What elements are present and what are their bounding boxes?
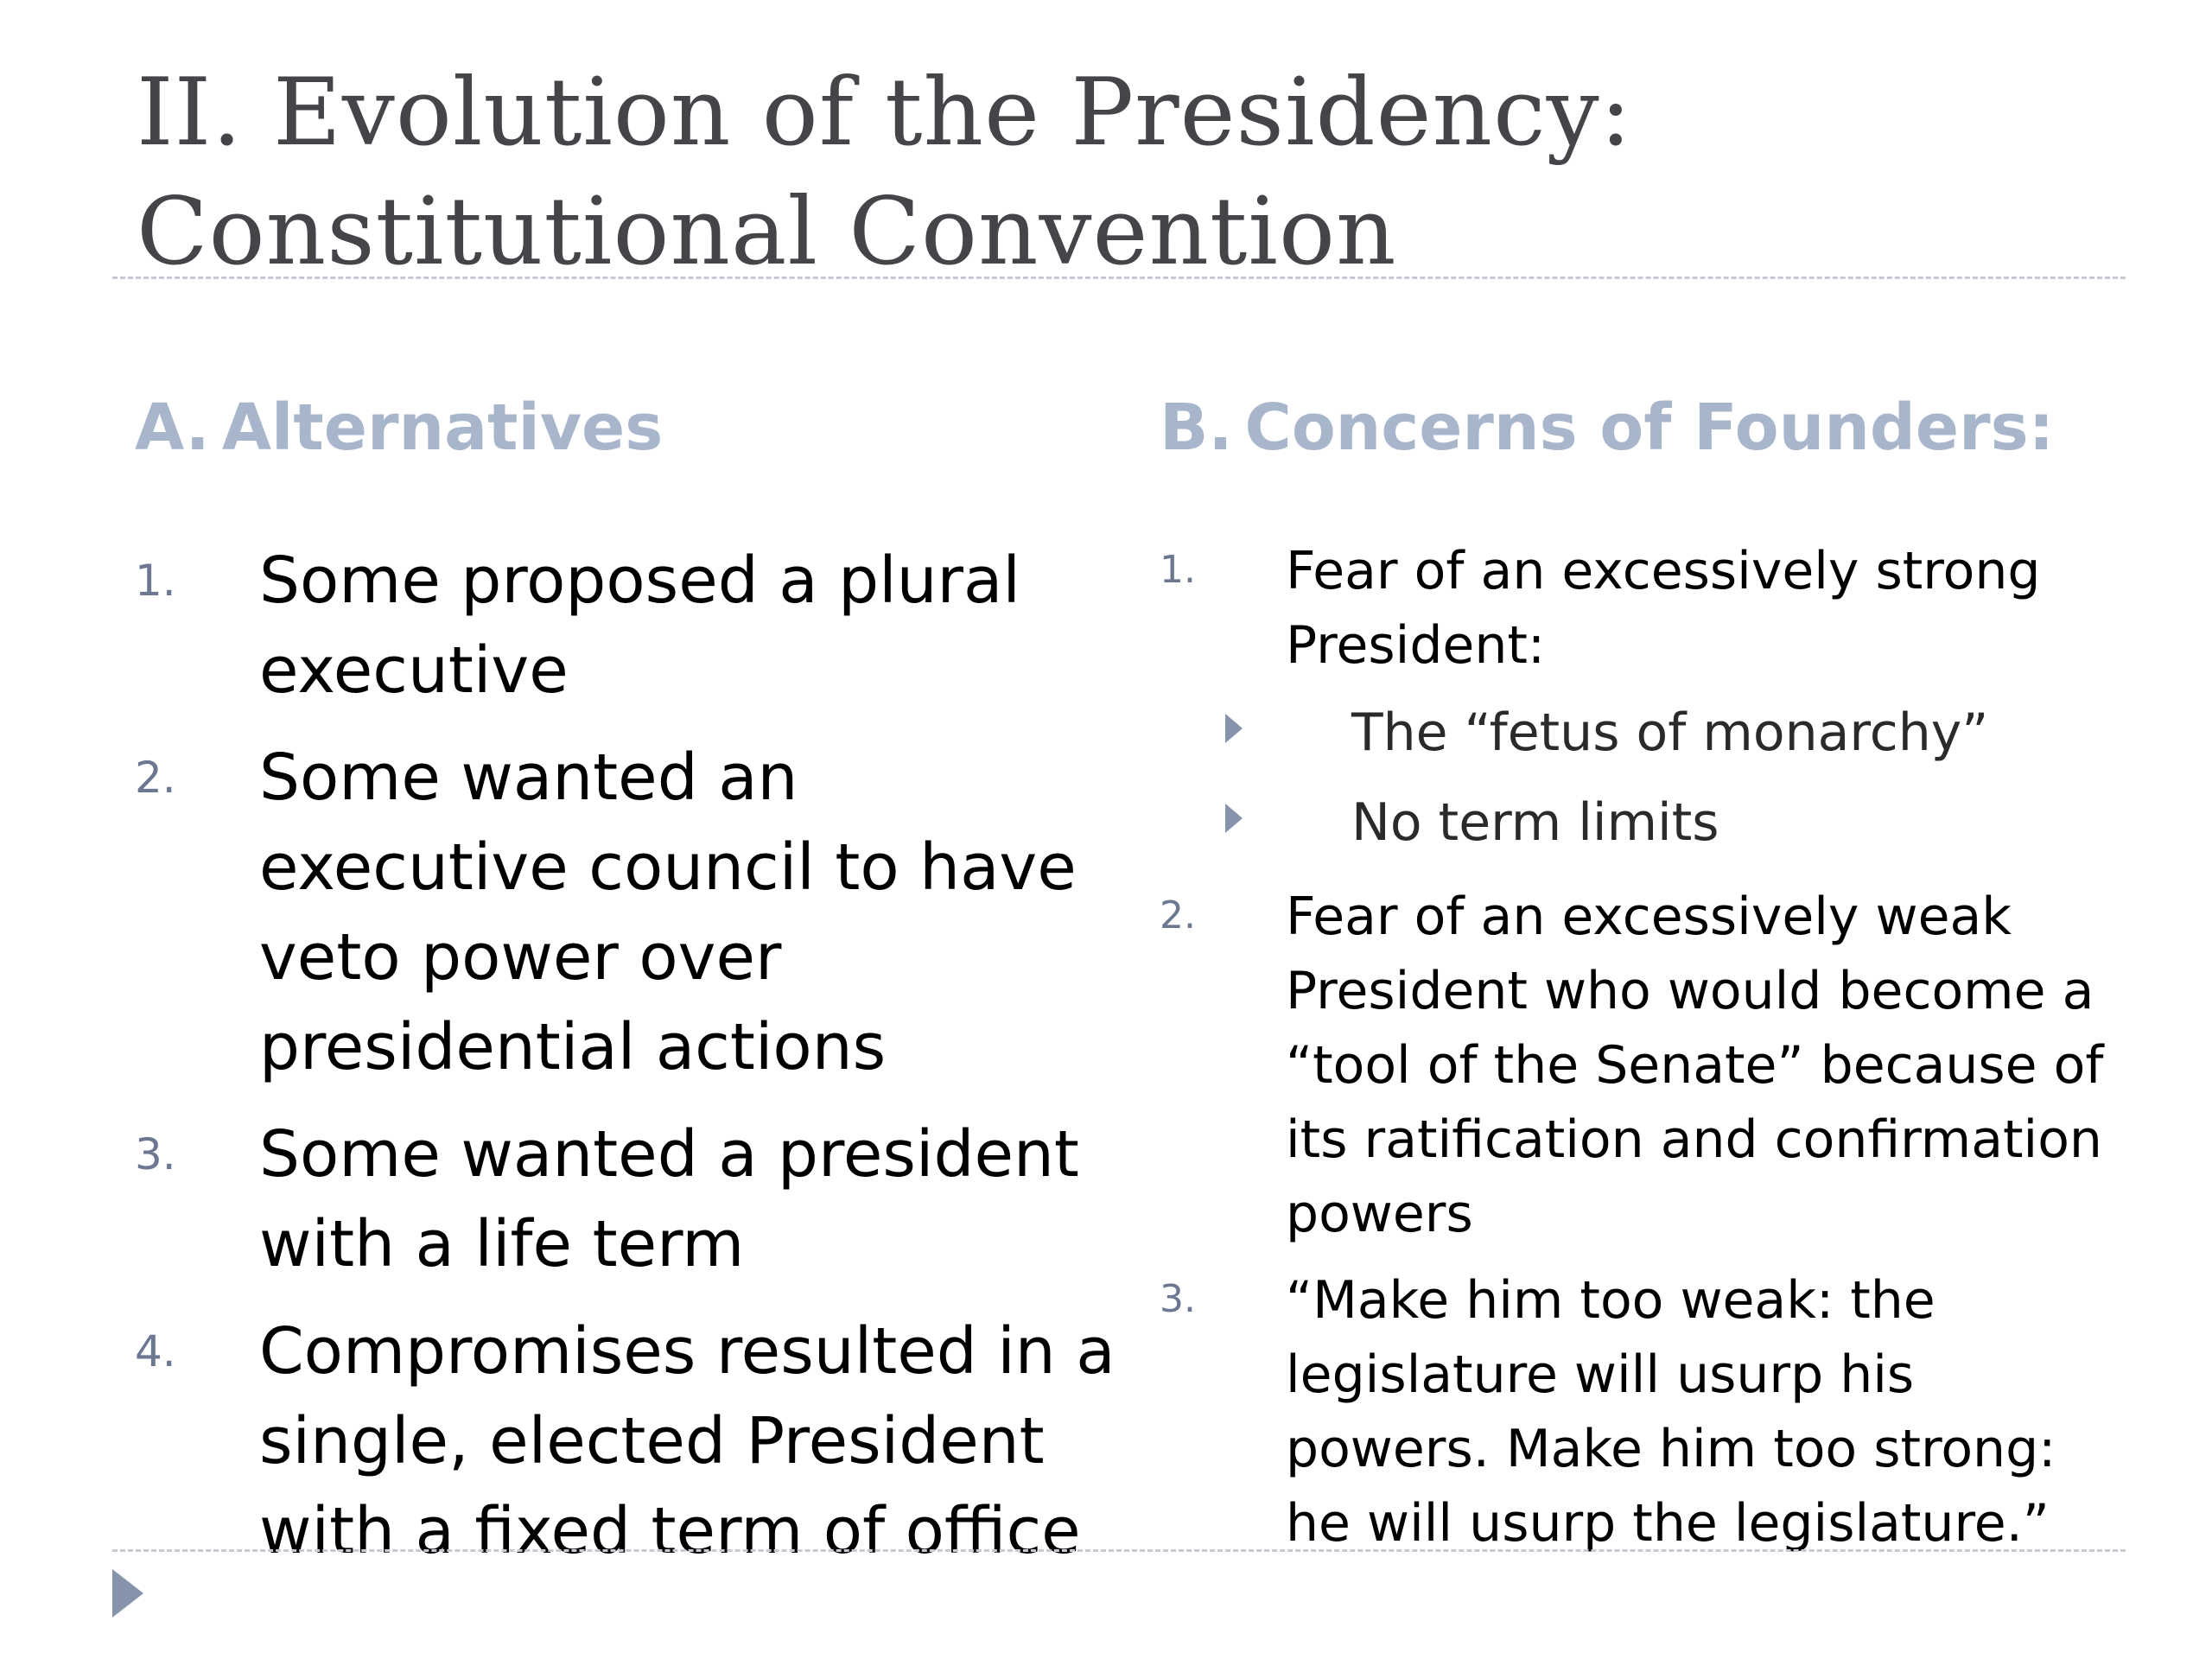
footer-divider xyxy=(112,1549,2126,1552)
slide-title xyxy=(137,54,1632,292)
concern-sublist xyxy=(1160,688,2127,868)
sub-list-item xyxy=(1160,688,2127,778)
item-number: 4. xyxy=(135,1326,176,1376)
item-number: 3. xyxy=(135,1129,176,1179)
list-item xyxy=(1160,1263,2127,1560)
triangle-bullet-icon xyxy=(1225,714,1243,743)
section-heading-alternatives xyxy=(135,389,663,467)
item-text: Compromises resulted in a single, elected President with a fixed term of office xyxy=(259,1314,1116,1568)
item-number: 1. xyxy=(135,556,176,606)
play-arrow-icon[interactable] xyxy=(112,1569,143,1618)
section-heading-text: Concerns of Founders: xyxy=(1244,391,2055,465)
sub-item-text: The “fetus of monarchy” xyxy=(1351,702,1989,763)
slide-title-line-2: Constitutional Convention xyxy=(137,178,1397,286)
item-text: Fear of an excessively strong President: xyxy=(1286,541,2041,676)
item-number: 1. xyxy=(1160,548,1196,592)
list-item xyxy=(135,733,1120,1092)
section-heading-concerns xyxy=(1160,389,2054,467)
title-divider xyxy=(112,276,2126,279)
item-number: 2. xyxy=(135,753,176,803)
section-letter: B. xyxy=(1160,391,1233,465)
triangle-bullet-icon xyxy=(1225,804,1243,833)
item-number: 3. xyxy=(1160,1277,1196,1321)
concerns-list xyxy=(1160,534,2127,1573)
list-item xyxy=(135,536,1120,715)
section-heading-text: Alternatives xyxy=(221,391,664,465)
list-item xyxy=(135,1306,1120,1576)
list-item xyxy=(1160,880,2127,1251)
item-text: Fear of an excessively weak President who would become a “tool of the Senate” because of its ratification and confirmation powers xyxy=(1286,887,2104,1244)
sub-list-item xyxy=(1160,778,2127,868)
item-text: Some wanted a president with a life term xyxy=(259,1117,1079,1281)
item-number: 2. xyxy=(1160,893,1196,938)
section-letter: A. xyxy=(135,391,210,465)
list-item xyxy=(135,1109,1120,1289)
sub-item-text: No term limits xyxy=(1351,792,1719,853)
list-item xyxy=(1160,534,2127,868)
item-text: Some wanted an executive council to have veto power over presidential actions xyxy=(259,741,1077,1084)
item-text: Some proposed a plural executive xyxy=(259,543,1020,708)
item-text: “Make him too weak: the legislature will usurp his powers. Make him too strong: he will usurp the legislature.” xyxy=(1286,1270,2056,1554)
slide-title-line-1: II. Evolution of the Presidency: xyxy=(137,59,1632,167)
alternatives-list xyxy=(135,536,1120,1593)
